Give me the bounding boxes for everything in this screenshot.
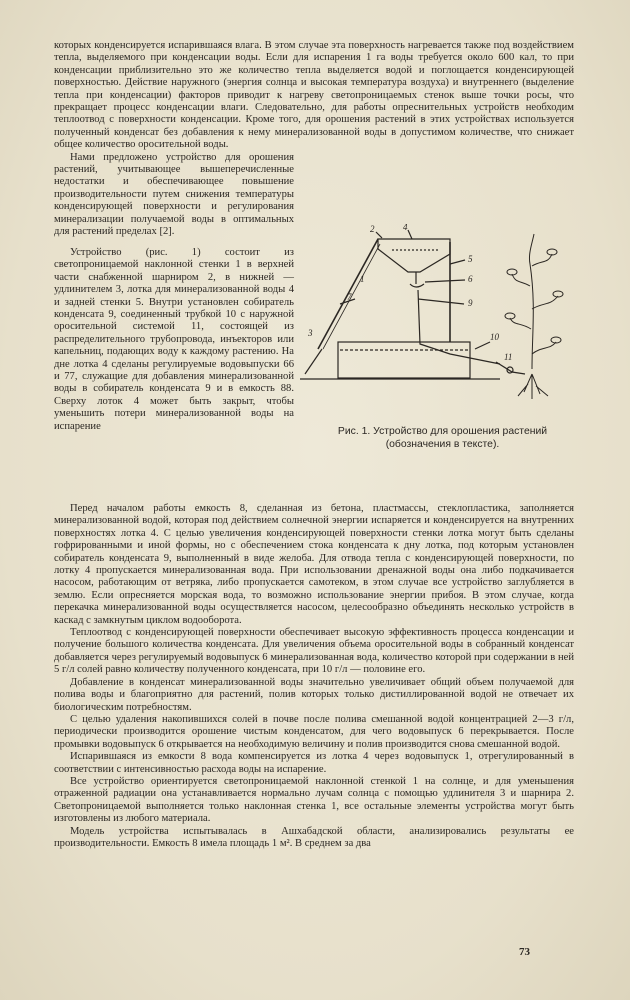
figure-label: 11 [504,352,513,362]
paragraph: Нами предложено устройство для орошения растений, учитывающее вышеперечисленные недостатки и обеспечивающее повышение производительности путем снижения температуры конденсирующей поверхности и регулирования минерализации получаемой воды в оптимальных для растений пределах [2]. [54,151,294,238]
figure-label: 2 [370,224,375,234]
figure-label: 4 [403,224,408,232]
figure-label: 7 [347,292,352,302]
figure-label: 3 [308,328,313,338]
extension-3 [305,349,322,374]
figure-caption: Рис. 1. Устройство для орошения растений (обозначения в тексте). [337,426,548,450]
paragraph: которых конденсируется испарившаяся влага. В этом случае эта поверхность нагревается также под воздействием тепла, выделяемого при конденсации воды. Если для испарения 1 га воды требуется около 600 кал, то при конденсации приблизительно это же количество тепла выделяется водой и поглощается конденсирующей поверхностью. Действие наружного (энергия солнца и высокая температура воздуха) и внутреннего (выделение тепла при конденсации) факторов приводит к нагреву светопроницаемых стенок выше точки росы, что прекращает процесс конденсации влаги. Следовательно, для работы опреснительных устройств необходим теплоотвод с поверхности конденсации. Кроме того, для орошения растений в этих устройствах используется полученный конденсат без добавления к нему минерализованной воды в допустимом количестве, что снижает общее количество оросительной воды. [54,40,574,151]
figure-label: 6 [468,274,473,284]
text-block-bottom [54,503,574,850]
figure-label: 5 [468,254,473,264]
paragraph: Испарившаяся из емкости 8 вода компенсируется из лотка 4 через водовыпуск 1, отрегулированный в соответствии с интенсивностью расхода воды на испарение. [54,751,574,775]
page-number: 73 [519,946,530,958]
paragraph: Устройство (рис. 1) состоит из светопроницаемой наклонной стенки 1 в верхней части снабженной шарниром 2, в нижней — удлинителем 3, лотка для минерализованной воды 4 и задней стенки 5. Внутри установлен собиратель конденсата 9, соединенный трубкой 10 с наружной оросительной системой 11, состоящей из распределительного трубопровода, инъекторов или капельниц, подающих воду к каждому растению. На дне лотка 4 сделаны регулируемые водовыпуски 66 и 77, служащие для добавления минерализованной воды в собиратель конденсата 9 и в емкость 88. Сверху лоток 4 может быть закрыт, чтобы уменьшить потери минерализованной воды на испарение [54,247,294,432]
figure-label: 1 [360,274,365,284]
irrigation-11 [496,362,525,374]
container-8 [338,342,470,378]
device-diagram-figure [300,224,575,424]
plant-drawing [505,234,563,399]
figure-label: 9 [468,298,473,308]
tray-4 [378,239,450,272]
text-block-top [54,40,574,239]
paragraph: Модель устройства испытывалась в Ашхабадской области, анализировались результаты ее производительности. Емкость 8 имела площадь 1 м². В среднем за два [54,825,574,849]
collector-9 [410,284,424,287]
pipe-10 [418,290,500,364]
paragraph: Все устройство ориентируется светопроницаемой наклонной стенкой 1 на солнце, и для уменьшения отраженной радиации она устанавливается нормально лучам солнца с помощью удлинителя 3 и шарнира 2. Светопроницаемой выполняется только наклонная стенка 1, все остальные элементы устройства могут быть изготовлены из любого материала. [54,775,574,825]
paragraph: Теплоотвод с конденсирующей поверхности обеспечивает высокую эффективность процесса конденсации и получение большого количества конденсата. Для увеличения объема оросительной воды в собранный конденсат добавляется через регулируемый водовыпуск 6 минерализованная вода, количество которой при содержании в ней 5 г/л солей равно количеству полученного конденсата, при 10 г/л — половине его. [54,627,574,676]
paragraph: Добавление в конденсат минерализованной воды значительно увеличивает общий объем получаемой для полива воды и благоприятно для растений, полив которых только дистиллированной водой не отвечает их биологическим потребностям. [54,676,574,713]
text-block-left-column [54,247,294,433]
paragraph: Перед началом работы емкость 8, сделанная из бетона, пластмассы, стеклопластика, заполняется минерализованной водой, которая под действием солнечной энергии испаряется и конденсируется на внутренних поверхностях лотка 4. С целью увеличения конденсирующей поверхности стенки лотка могут быть сделаны гофрированными и иной формы, но с обеспечением стока конденсата к дну лотка, под которым установлен собиратель конденсата 9, выполненный в виде желоба. Для отвода тепла с конденсирующей поверхности, по лотку 4 пропускается минерализованная вода. При использовании дренажной воды она либо подкачивается насосом, работающим от ветряка, либо пропускается самотеком, в этом случае все устройство заглубляется в землю. Если опресняется морская вода, то возможно использование энергии прибоя. В этом случае, когда перекачка минерализованной воды осуществляется насосом, целесообразно объединять несколько устройств в каскад с замкнутым циклом водооборота. [54,503,574,626]
figure-label: 10 [490,332,499,342]
paragraph: С целью удаления накопившихся солей в почве после полива смешанной водой концентрацией 2—3 г/л, периодически производится орошение чистым конденсатом, для чего водовыпуск 6 перекрывается. После промывки водовыпуск 6 открывается на необходимую величину и полив производится снова смешанной водой. [54,713,574,750]
